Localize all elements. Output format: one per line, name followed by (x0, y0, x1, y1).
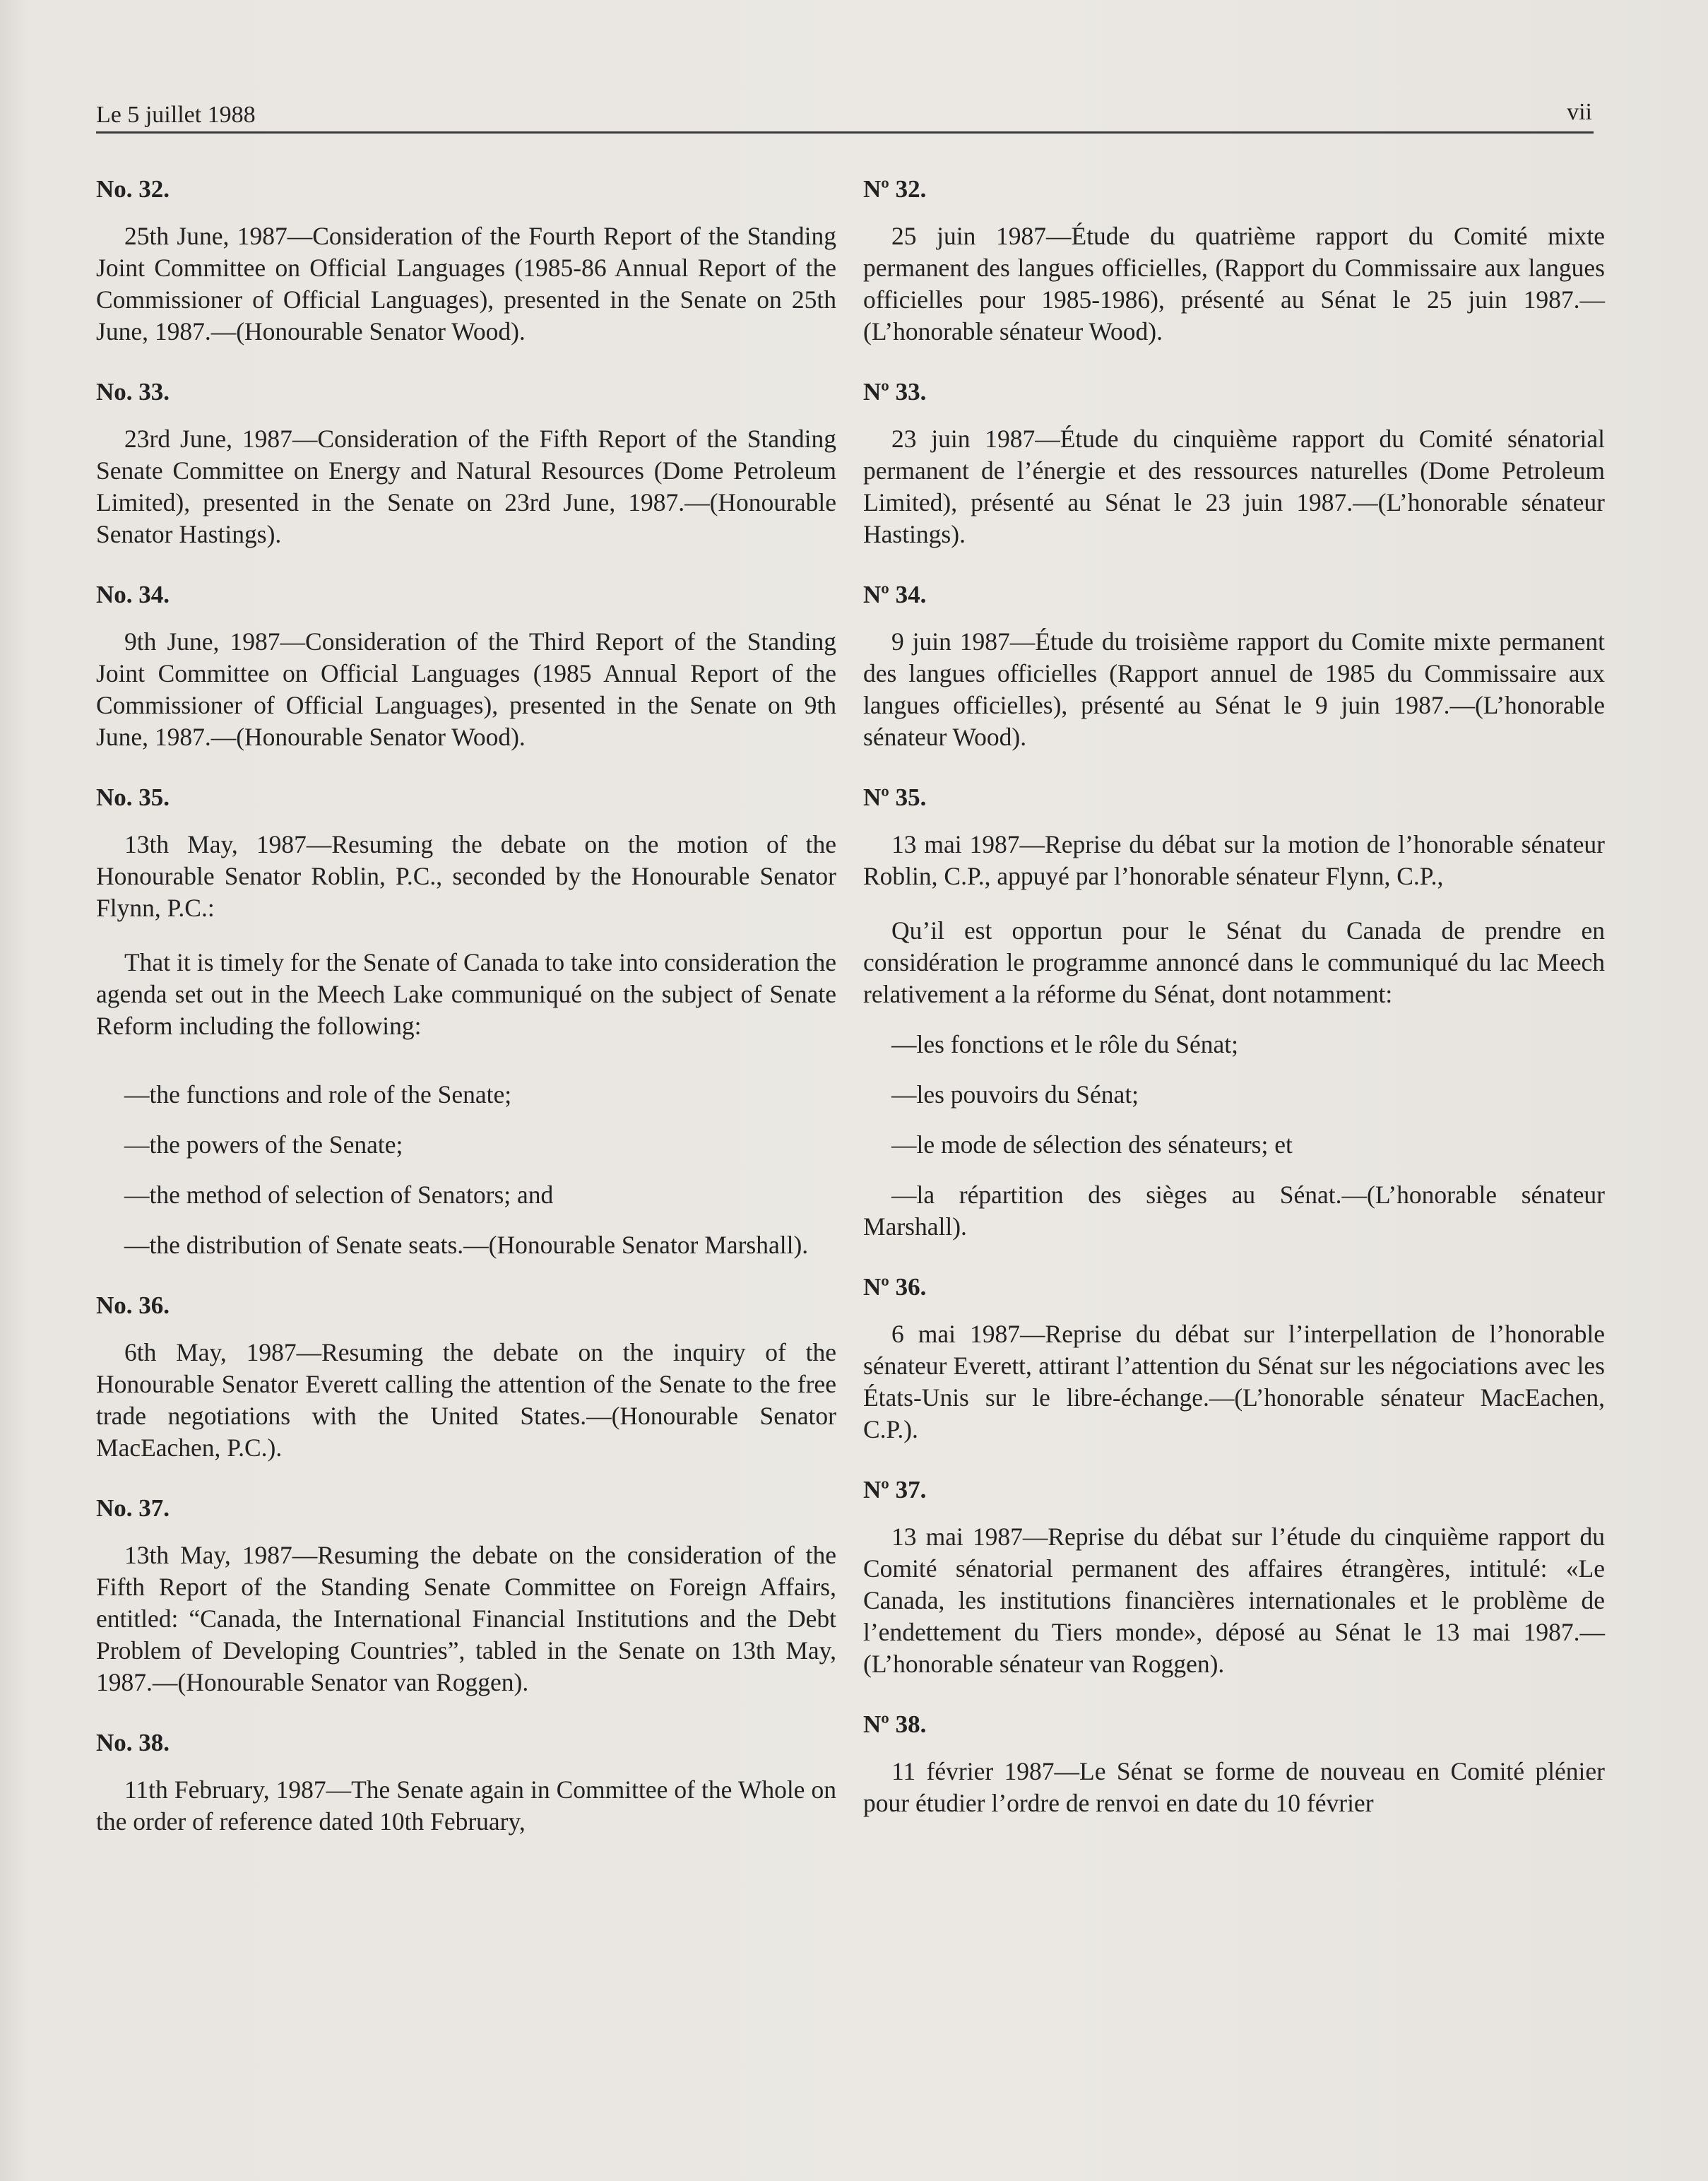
entry-number: Nº 33. (863, 378, 927, 406)
entry-37-en (96, 1492, 836, 1698)
entry-text: 23 juin 1987—Étude du cinquième rapport du Comité sénatorial permanent de l’énergie et des ressources naturelles (Dome Petroleum Limited), présenté au Sénat le 23 juin 1987.—(L’honorable sénateur Hastings). (863, 425, 1605, 548)
entry-36-en (96, 1289, 836, 1464)
entry-34-fr (863, 579, 1605, 753)
motion-item: —la répartition des sièges au Sénat.—(L’honorable sénateur Marshall). (863, 1181, 1605, 1241)
entry-number: Nº 35. (863, 784, 927, 811)
entry-text: 11th February, 1987—The Senate again in Committee of the Whole on the order of reference dated 10th February, (96, 1775, 836, 1836)
motion-item: —the distribution of Senate seats.—(Honourable Senator Marshall). (124, 1231, 809, 1259)
motion-item: —les fonctions et le rôle du Sénat; (891, 1030, 1238, 1058)
entry-text: 23rd June, 1987—Consideration of the Fifth Report of the Standing Senate Committee on Energy and Natural Resources (Dome Petroleum Limited), presented in the Senate on 23rd June, 1987.—(Honourable Senator Hastings). (96, 425, 836, 548)
entry-37-fr (863, 1474, 1605, 1680)
motion-item: —le mode de sélection des sénateurs; et (891, 1130, 1293, 1159)
entry-text: 25 juin 1987—Étude du quatrième rapport du Comité mixte permanent des langues officielles, (Rapport du Commissaire aux langues officielles pour 1985-1986), présenté au Sénat le 25 juin 1987.—(L’honorable sénateur Wood). (863, 222, 1605, 345)
entry-text: 13th May, 1987—Resuming the debate on the consideration of the Fifth Report of the Standing Senate Committee on Foreign Affairs, entitled: “Canada, the International Financial Institutions and the Debt Problem of Developing Countries”, tabled in the Senate on 13th May, 1987.—(Honourable Senator van Roggen). (96, 1541, 836, 1696)
entry-text: 9th June, 1987—Consideration of the Third Report of the Standing Joint Committee on Official Languages (1985 Annual Report of the Commissioner of Official Languages), presented in the Senate on 9th June, 1987.—(Honourable Senator Wood). (96, 627, 836, 751)
entry-text: 13 mai 1987—Reprise du débat sur l’étude du cinquième rapport du Comité sénatorial permanent des affaires étrangères, intitulé: «Le Canada, les institutions financières internationales et le problème de l’endettement du Tiers monde», déposé au Sénat le 13 mai 1987.—(L’honorable sénateur van Roggen). (863, 1523, 1605, 1678)
motion-text: Qu’il est opportun pour le Sénat du Canada de prendre en considération le programme annoncé dans le communiqué du lac Meech relativement a la réforme du Sénat, dont notamment: (863, 916, 1605, 1008)
entry-35-fr (863, 781, 1605, 1243)
entry-number: Nº 38. (863, 1710, 927, 1738)
entry-number: No. 38. (96, 1729, 170, 1756)
entry-text: 25th June, 1987—Consideration of the Fourth Report of the Standing Joint Committee on Official Languages (1985-86 Annual Report of the Commissioner of Official Languages), presented in the Senate on 25th June, 1987.—(Honourable Senator Wood). (96, 222, 836, 345)
french-column (863, 173, 1605, 1848)
entry-text: 13th May, 1987—Resuming the debate on the motion of the Honourable Senator Roblin, P.C., seconded by the Honourable Senator Flynn, P.C.: (96, 830, 836, 922)
entry-text: 6th May, 1987—Resuming the debate on the inquiry of the Honourable Senator Everett calling the attention of the Senate to the free trade negotiations with the United States.—(Honourable Senator MacEachen, P.C.). (96, 1338, 836, 1462)
entry-32-en (96, 173, 836, 348)
entry-number: No. 35. (96, 784, 170, 811)
entry-36-fr (863, 1271, 1605, 1446)
english-column (96, 173, 836, 1866)
entry-number: Nº 34. (863, 581, 927, 608)
motion-text: That it is timely for the Senate of Canada to take into consideration the agenda set out in the Meech Lake communiqué on the subject of Senate Reform including the following: (96, 948, 836, 1040)
entry-text: 9 juin 1987—Étude du troisième rapport du Comite mixte permanent des langues officielles (Rapport annuel de 1985 du Commissaire aux langues officielles), présenté au Sénat le 9 juin 1987.—(L’honorable sénateur Wood). (863, 627, 1605, 751)
page-header (96, 99, 1594, 134)
motion-item: —the method of selection of Senators; and (124, 1181, 554, 1209)
motion-item: —the powers of the Senate; (124, 1130, 403, 1159)
entry-number: No. 37. (96, 1494, 170, 1522)
entry-32-fr (863, 173, 1605, 348)
entry-number: Nº 36. (863, 1273, 927, 1301)
page-number: vii (1567, 99, 1592, 125)
entry-35-en (96, 781, 836, 1261)
entry-text: 11 février 1987—Le Sénat se forme de nouveau en Comité plénier pour étudier l’ordre de renvoi en date du 10 février (863, 1757, 1605, 1817)
entry-number: No. 32. (96, 175, 170, 203)
entry-text: 6 mai 1987—Reprise du débat sur l’interpellation de l’honorable sénateur Everett, attirant l’attention du Sénat sur les négociations avec les États-Unis sur le libre-échange.—(L’honorable sénateur MacEachen, C.P.). (863, 1320, 1605, 1443)
entry-text: 13 mai 1987—Reprise du débat sur la motion de l’honorable sénateur Roblin, C.P., appuyé par l’honorable sénateur Flynn, C.P., (863, 830, 1605, 890)
entry-34-en (96, 579, 836, 753)
entry-38-en (96, 1727, 836, 1838)
motion-item: —the functions and role of the Senate; (124, 1080, 512, 1109)
entry-number: No. 34. (96, 581, 170, 608)
entry-number: Nº 37. (863, 1476, 927, 1503)
entry-33-en (96, 376, 836, 550)
entry-number: Nº 32. (863, 175, 927, 203)
header-date: Le 5 juillet 1988 (96, 102, 256, 128)
entry-number: No. 33. (96, 378, 170, 406)
motion-item: —les pouvoirs du Sénat; (891, 1080, 1139, 1109)
entry-number: No. 36. (96, 1292, 170, 1319)
entry-38-fr (863, 1708, 1605, 1819)
entry-33-fr (863, 376, 1605, 550)
